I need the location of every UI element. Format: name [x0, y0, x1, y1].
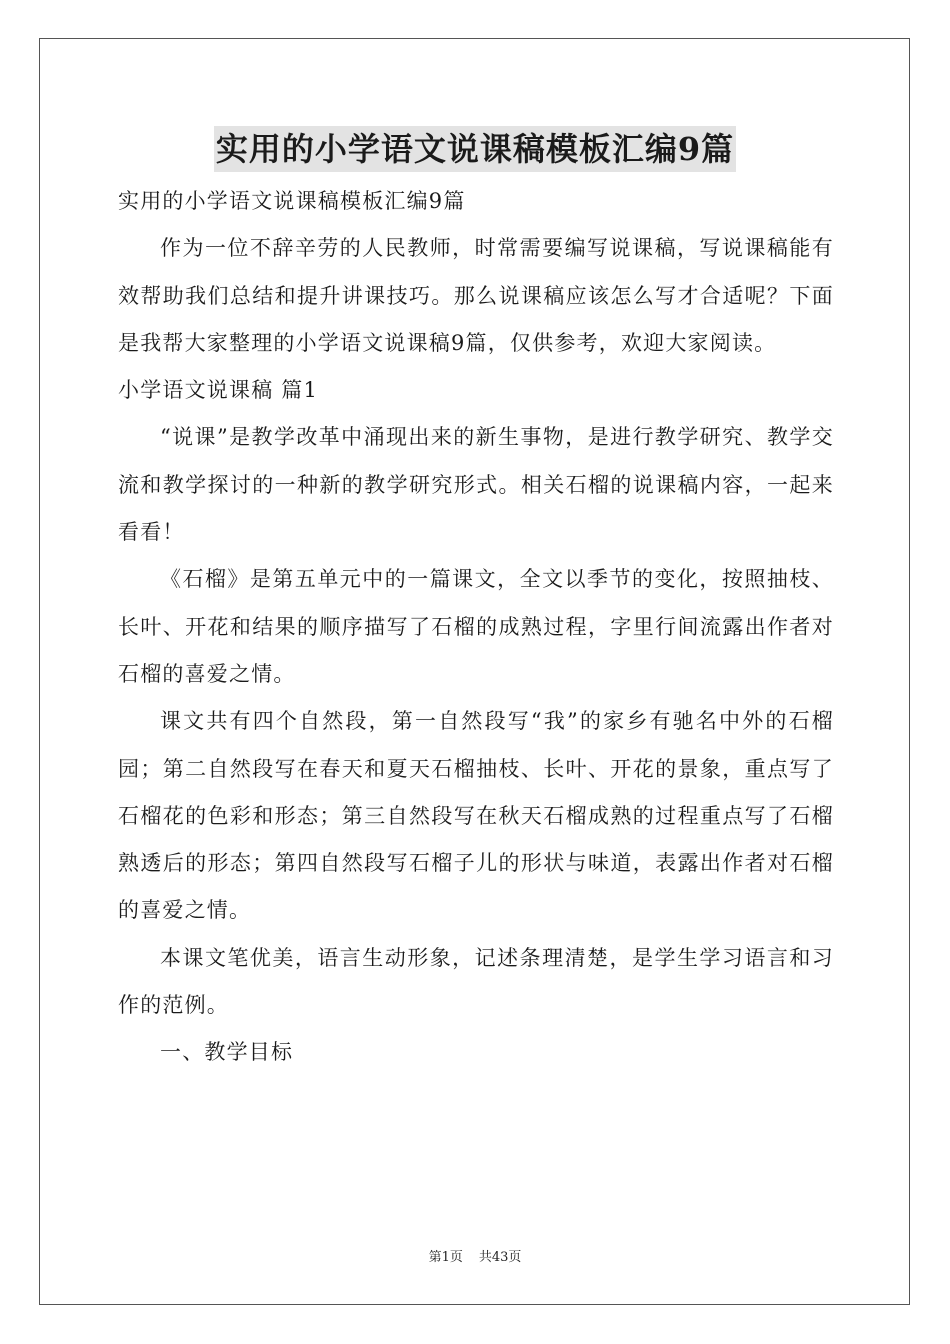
subsection-heading: 一、教学目标 — [160, 1040, 294, 1065]
document-title: 实用的小学语文说课稿模板汇编9篇 — [214, 126, 736, 172]
paragraph: “说课”是教学改革中涌现出来的新生事物，是进行教学研究、教学交流和教学探讨的一种新的教学研究形式。相关石榴的说课稿内容，一起来看看！ — [118, 425, 834, 545]
title-container — [0, 126, 950, 172]
document-body — [118, 178, 834, 1077]
paragraph: 实用的小学语文说课稿模板汇编9篇 — [118, 189, 466, 213]
page-total: 共43页 — [478, 1250, 522, 1265]
page-footer — [0, 1246, 950, 1265]
paragraph: 本课文笔优美，语言生动形象，记述条理清楚，是学生学习语言和习作的范例。 — [118, 945, 834, 1018]
section-heading: 小学语文说课稿 篇1 — [118, 378, 319, 403]
paragraph: 作为一位不辞辛劳的人民教师，时常需要编写说课稿，写说课稿能有效帮助我们总结和提升讲课技巧。那么说课稿应该怎么写才合适呢？下面是我帮大家整理的小学语文说课稿9篇，仅供参考，欢迎大家阅读。 — [118, 236, 834, 355]
paragraph: 《石榴》是第五单元中的一篇课文，全文以季节的变化，按照抽枝、长叶、开花和结果的顺序描写了石榴的成熟过程，字里行间流露出作者对石榴的喜爱之情。 — [118, 567, 834, 686]
page-number: 第1页 — [428, 1250, 463, 1265]
paragraph: 课文共有四个自然段，第一自然段写“我”的家乡有驰名中外的石榴园；第二自然段写在春天和夏天石榴抽枝、长叶、开花的景象，重点写了石榴花的色彩和形态；第三自然段写在秋天石榴成熟的过程重点写了石榴熟透后的形态；第四自然段写石榴子儿的形状与味道，表露出作者对石榴的喜爱之情。 — [118, 709, 834, 923]
